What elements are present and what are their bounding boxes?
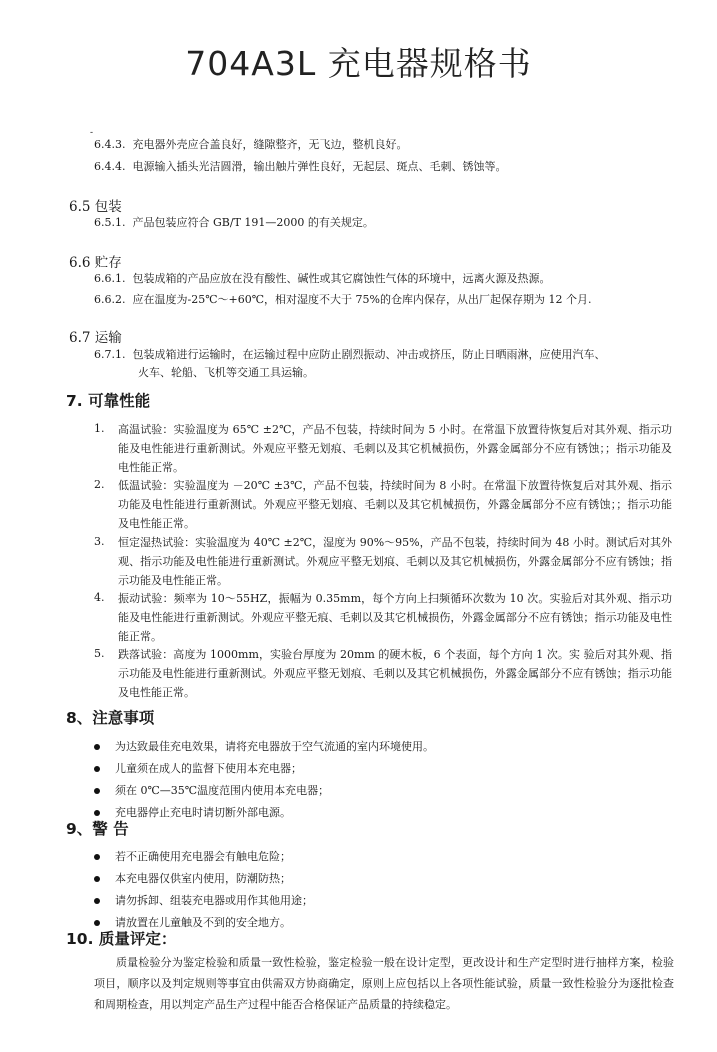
section-heading-storage: 6.6 贮存 <box>69 255 122 271</box>
reliability-item-2: 低温试验：实验温度为 －20℃ ±3℃，产品不包装，持续时间为 8 小时。在常温下放置待恢复后对其外观、指示功能及电性能进行重新测试。外观应平整无划痕、毛刺以及其它机械损伤，外露金属部分不应有锈蚀；；指示功能及电性能正常。 <box>118 479 672 530</box>
bullet-icon <box>94 788 100 794</box>
notes-item-3: 须在 0℃—35℃温度范围内使用本充电器； <box>94 782 329 798</box>
item-6-4-3: 6.4.3. 充电器外壳应合盖良好，缝隙整齐，无飞边，整机良好。 <box>94 138 408 151</box>
bullet-icon <box>94 854 100 860</box>
bullet-icon <box>94 810 100 816</box>
reliability-num-3: 3. <box>94 535 105 548</box>
reliability-num-4: 4. <box>94 591 105 604</box>
reliability-num-1: 1. <box>94 422 105 435</box>
warning-item-4: 请放置在儿童触及不到的安全地方。 <box>94 914 291 930</box>
section-heading-notes: 8、注意事项 <box>66 709 155 727</box>
reliability-num-2: 2. <box>94 478 105 491</box>
bullet-icon <box>94 898 100 904</box>
item-6-6-2: 6.6.2. 应在温度为-25℃～+60℃，相对湿度不大于 75%的仓库内保存，从出厂起保存期为 12 个月. <box>94 293 592 306</box>
reliability-item-1: 高温试验：实验温度为 65℃ ±2℃，产品不包装，持续时间为 5 小时。在常温下放置待恢复后对其外观、指示功能及电性能进行重新测试。外观应平整无划痕、毛刺以及其它机械损伤，外露金属部分不应有锈蚀；；指示功能及电性能正常。 <box>118 423 672 474</box>
bullet-icon <box>94 744 100 750</box>
notes-item-2: 儿童须在成人的监督下使用本充电器； <box>94 760 302 776</box>
reliability-num-5: 5. <box>94 647 105 660</box>
warning-item-1: 若不正确使用充电器会有触电危险； <box>94 848 291 864</box>
reliability-item-3: 恒定湿热试验：实验温度为 40℃ ±2℃，湿度为 90%～95%，产品不包装，持续时间为 48 小时。测试后对其外观、指示功能及电性能进行重新测试。外观应平整无划痕、毛刺以及其它机械损伤，外露金属部分不应有锈蚀；指示功能及电性能正常。 <box>118 536 672 587</box>
bullet-icon <box>94 876 100 882</box>
notes-item-4: 充电器停止充电时请切断外部电源。 <box>94 804 291 820</box>
warning-item-2: 本充电器仅供室内使用，防潮防热； <box>94 870 291 886</box>
item-6-5-1: 6.5.1. 产品包装应符合 GB/T 191—2000 的有关规定。 <box>94 216 374 229</box>
notes-item-1: 为达致最佳充电效果，请将充电器放于空气流通的室内环境使用。 <box>94 738 434 754</box>
quality-paragraph: 质量检验分为鉴定检验和质量一致性检验，鉴定检验一般在设计定型，更改设计和生产定型时进行抽样方案，检验项目，顺序以及判定规则等事宜由供需双方协商确定，原则上应包括以上各项性能试验，质量一致性检验分为逐批检查和周期检查，用以判定产品生产过程中能否合格保证产品质量的持续稳定。 <box>94 956 674 1011</box>
item-6-7-1: 6.7.1. 包装成箱进行运输时，在运输过程中应防止剧烈振动、冲击或挤压，防止日晒雨淋，应使用汽车、 <box>94 348 606 361</box>
document-title: 704A3L 充电器规格书 <box>185 44 532 83</box>
section-heading-packaging: 6.5 包装 <box>69 199 122 215</box>
section-heading-warning: 9、警 告 <box>66 820 129 838</box>
bullet-icon <box>94 766 100 772</box>
item-6-4-4: 6.4.4. 电源输入插头光洁圆滑，输出触片弹性良好，无起层、斑点、毛刺、锈蚀等。 <box>94 160 507 173</box>
reliability-item-5: 跌落试验：高度为 1000mm，实验台厚度为 20mm 的硬木板，6 个表面，每个方向 1 次。实 验后对其外观、指示功能及电性能进行重新测试。外观应平整无划痕、毛刺以及其它机械损伤，外露金属部分不应有锈蚀；指示功能及电性能正常。 <box>118 648 672 699</box>
bullet-mark: - <box>90 128 94 138</box>
bullet-icon <box>94 920 100 926</box>
section-heading-reliability: 7. 可靠性能 <box>66 392 151 410</box>
section-heading-transport: 6.7 运输 <box>69 330 122 346</box>
section-heading-quality: 10. 质量评定： <box>66 930 177 948</box>
reliability-item-4: 振动试验：频率为 10～55HZ，振幅为 0.35mm，每个方向上扫频循环次数为 10 次。实验后对其外观、指示功能及电性能进行重新测试。外观应平整无痕、毛刺以及其它机械损伤，外露金属部分不应有锈蚀；指示功能及电性能正常。 <box>118 592 672 643</box>
item-6-6-1: 6.6.1. 包装成箱的产品应放在没有酸性、碱性或其它腐蚀性气体的环境中，远离火源及热源。 <box>94 272 551 285</box>
warning-item-3: 请勿拆卸、组装充电器或用作其他用途； <box>94 892 313 908</box>
item-6-7-1-cont: 火车、轮船、飞机等交通工具运输。 <box>138 366 314 379</box>
